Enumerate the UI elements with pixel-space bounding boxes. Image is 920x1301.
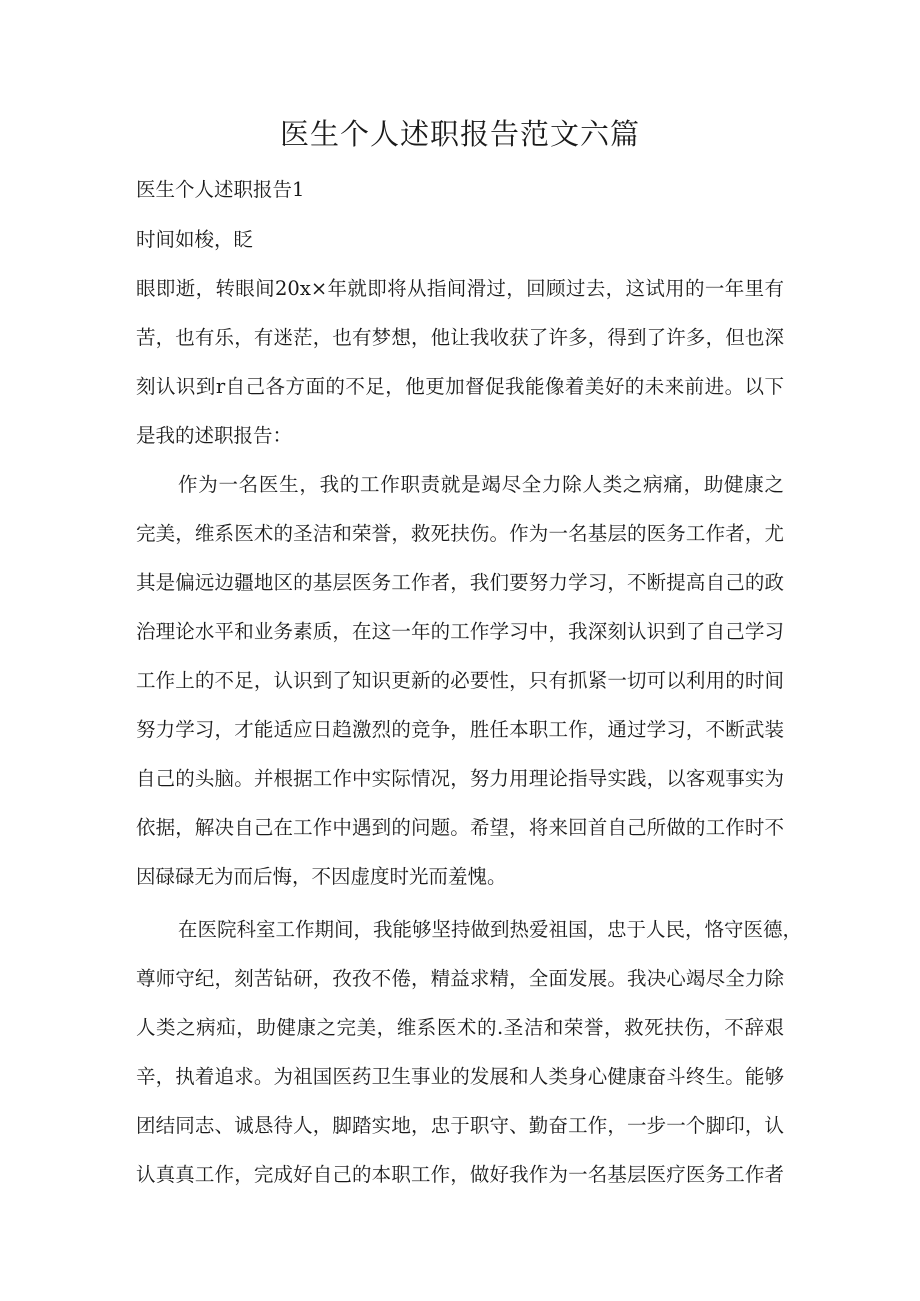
- paragraph-line: 依据，解决自己在工作中遇到的问题。希望，将来回首自己所做的工作时不: [136, 816, 784, 839]
- paragraph-line: 苦，也有乐，有迷茫，也有梦想，他让我收获了许多，得到了许多，但也深: [136, 326, 784, 349]
- section-heading: 医生个人述职报告1: [136, 178, 305, 201]
- paragraph-line: 尊师守纪，刻苦钻研，孜孜不倦，精益求精，全面发展。我决心竭尽全力除: [136, 967, 784, 990]
- paragraph-line: 其是偏远边疆地区的基层医务工作者，我们要努力学习，不断提高自己的政: [136, 571, 784, 594]
- paragraph-line: 辛，执着追求。为祖国医药卫生事业的发展和人类身心健康奋斗终生。能够: [136, 1065, 784, 1088]
- paragraph-line: 因碌碌无为而后悔，不因虚度时光而羞愧。: [136, 865, 507, 888]
- paragraph-line: 时间如梭，眨: [136, 228, 254, 251]
- paragraph-line: 工作上的不足，认识到了知识更新的必要性，只有抓紧一切可以利用的时间: [136, 669, 784, 692]
- document-title: 医生个人述职报告范文六篇: [279, 117, 640, 151]
- paragraph-line: 完美，维系医术的圣洁和荣誉，救死扶伤。作为一名基层的医务工作者，尤: [136, 522, 784, 545]
- paragraph-line: 认真真工作，完成好自己的本职工作，做好我作为一名基层医疗医务工作者: [136, 1163, 784, 1186]
- paragraph-line: 努力学习，才能适应日趋激烈的竞争，胜任本职工作，通过学习，不断武装: [136, 718, 784, 741]
- paragraph-line: 眼即逝，转眼间20x×年就即将从指间滑过，回顾过去，这试用的一年里有: [136, 277, 784, 300]
- paragraph-line: 团结同志、诚恳待人，脚踏实地，忠于职守、勤奋工作，一步一个脚印，认: [136, 1114, 784, 1137]
- paragraph-line: 治理论水平和业务素质，在这一年的工作学习中，我深刻认识到了自己学习: [136, 620, 784, 643]
- paragraph-line: 作为一名医生，我的工作职责就是竭尽全力除人类之病痛，助健康之: [178, 473, 784, 496]
- paragraph-line: 刻认识到r自己各方面的不足，他更加督促我能像着美好的未来前进。以下: [136, 375, 784, 398]
- paragraph-line: 人类之病疝，助健康之完美，维系医术的.圣洁和荣誉，救死扶伤，不辞艰: [136, 1016, 784, 1039]
- paragraph-line: 自己的头脑。并根据工作中实际情况，努力用理论指导实践，以客观事实为: [136, 767, 784, 790]
- paragraph-line: 在医院科室工作期间，我能够坚持做到热爱祖国，忠于人民，恪守医德，: [178, 918, 803, 941]
- paragraph-line: 是我的述职报告：: [136, 424, 293, 447]
